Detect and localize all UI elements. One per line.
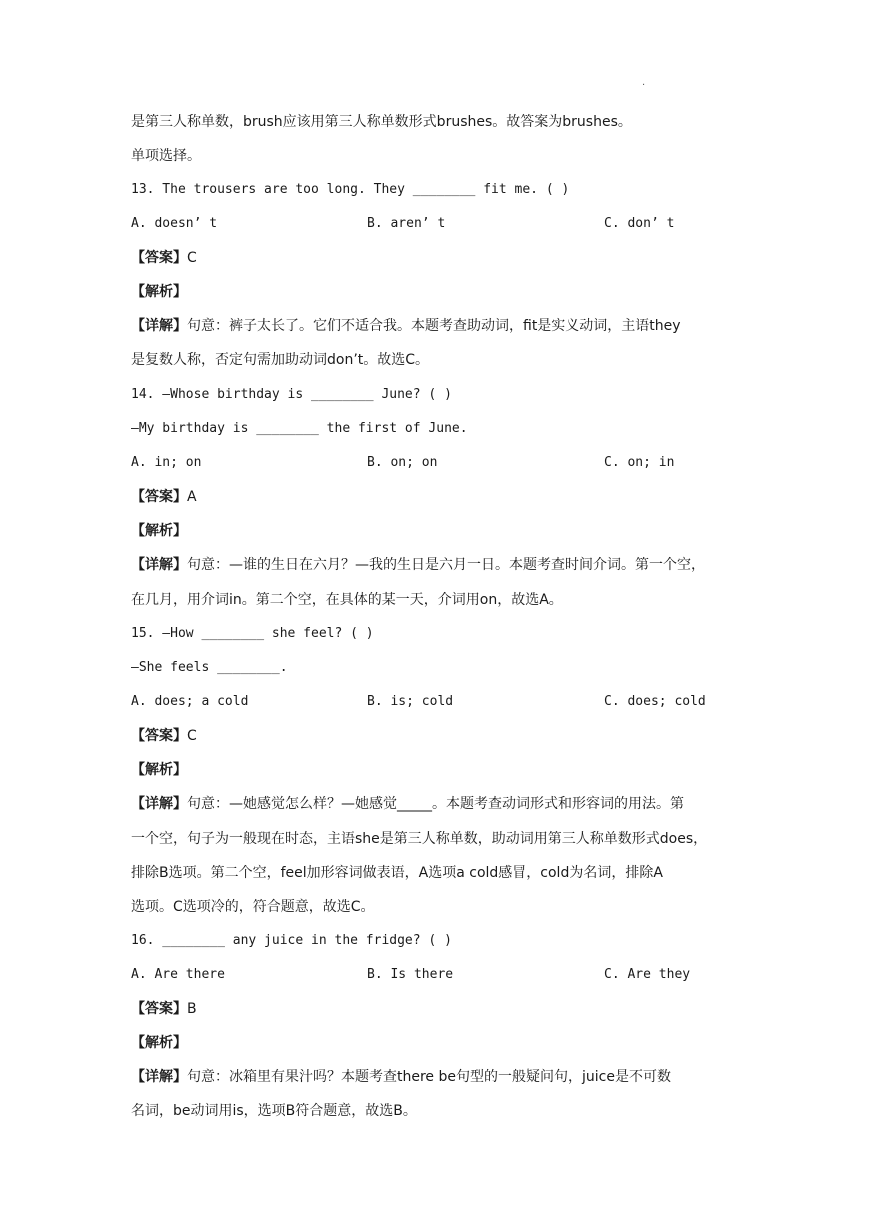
question-14-detail-line-2: 在几月，用介词in。第二个空，在具体的某一天，介词用on，故选A。 [131,592,563,608]
question-14-option-b: B. on; on [367,455,438,470]
question-16-option-c: C. Are they [604,967,691,982]
answer-value: C [187,250,197,266]
detail-text: 句意：冰箱里有果汁吗？本题考查there be句型的一般疑问句，juice是不可数 [187,1069,671,1085]
question-15-detail-line-4: 选项。C选项冷的，符合题意，故选C。 [131,899,375,915]
question-16-analysis-label: 【解析】 [131,1035,187,1051]
question-13-option-a: A. doesn’ t [131,216,218,231]
question-15-detail-line-2: 一个空，句子为一般现在时态，主语she是第三人称单数，助动词用第三人称单数形式does， [131,831,708,847]
question-16-stem: 16. ________ any juice in the fridge? ( ) [131,933,452,948]
detail-text: 句意：裤子太长了。它们不适合我。本题考查助动词，fit是实义动词，主语they [187,318,681,334]
question-15-option-c: C. does; cold [604,694,706,709]
question-13-detail-line-2: 是复数人称，否定句需加助动词don’t。故选C。 [131,352,430,368]
answer-label: 【答案】 [131,250,187,266]
question-15-detail-line-1 [131,794,684,814]
question-15-stem-2: —She feels ________. [131,660,288,675]
detail-label: 【详解】 [131,796,187,812]
question-14-option-a: A. in; on [131,455,202,470]
question-14-stem-2: —My birthday is ________ the first of June. [131,421,468,436]
question-16-answer [131,999,197,1019]
question-16-option-b: B. Is there [367,967,454,982]
answer-label: 【答案】 [131,489,187,505]
question-14-analysis-label: 【解析】 [131,523,187,539]
question-13-detail-line-1 [131,316,681,336]
answer-label: 【答案】 [131,1001,187,1017]
question-14-detail-line-1 [131,555,705,575]
answer-value: C [187,728,197,744]
question-15-option-b: B. is; cold [367,694,454,709]
question-15-option-a: A. does; a cold [131,694,249,709]
detail-text: 句意：—她感觉怎么样？—她感觉_____。本题考查动词形式和形容词的用法。第 [187,796,684,812]
intro-line-1: 是第三人称单数，brush应该用第三人称单数形式brushes。故答案为brushes。 [131,114,632,130]
question-13-analysis-label: 【解析】 [131,284,187,300]
question-14-stem-1: 14. —Whose birthday is ________ June? ( ) [131,387,452,402]
detail-label: 【详解】 [131,1069,187,1085]
question-13-answer [131,248,197,268]
question-15-analysis-label: 【解析】 [131,762,187,778]
question-16-detail-line-2: 名词，be动词用is，选项B符合题意，故选B。 [131,1103,417,1119]
question-14-option-c: C. on; in [604,455,675,470]
detail-label: 【详解】 [131,557,187,573]
question-15-detail-line-3: 排除B选项。第二个空，feel加形容词做表语，A选项a cold感冒，cold为名词，排除A [131,865,663,881]
question-16-detail-line-1 [131,1067,671,1087]
page-top-mark: · [642,80,646,91]
question-13-stem: 13. The trousers are too long. They ________ fit me. ( ) [131,182,570,197]
question-16-option-a: A. Are there [131,967,225,982]
intro-line-2: 单项选择。 [131,148,201,164]
answer-label: 【答案】 [131,728,187,744]
answer-value: A [187,489,197,505]
question-15-answer [131,726,197,746]
question-13-option-c: C. don’ t [604,216,675,231]
detail-label: 【详解】 [131,318,187,334]
question-13-option-b: B. aren’ t [367,216,446,231]
question-14-answer [131,487,197,507]
answer-value: B [187,1001,197,1017]
detail-text: 句意：—谁的生日在六月？—我的生日是六月一日。本题考查时间介词。第一个空， [187,557,705,573]
question-15-stem-1: 15. —How ________ she feel? ( ) [131,626,374,641]
